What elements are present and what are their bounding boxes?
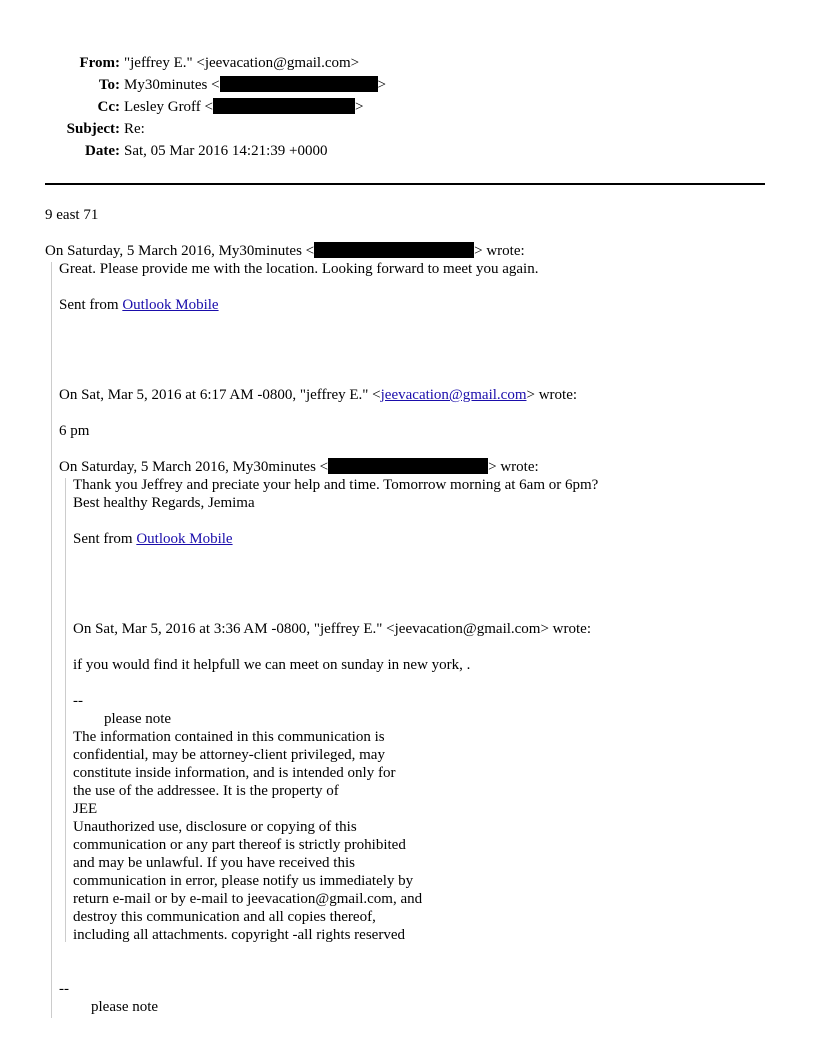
signature-line: return e-mail or by e-mail to jeevacation@gmail.com, and (73, 891, 423, 907)
redaction-bar (220, 76, 378, 92)
quote-attribution (45, 242, 525, 260)
signature-dashes: -- (73, 693, 83, 709)
from-label: From: (79, 55, 120, 71)
quote-attribution (59, 386, 577, 404)
email-header (0, 54, 386, 164)
to-row (0, 76, 386, 98)
quote-attribution-pre: On Saturday, 5 March 2016, My30minutes < (59, 459, 329, 475)
signature-note: please note (91, 999, 159, 1015)
quote-attribution-pre: On Saturday, 5 March 2016, My30minutes < (45, 243, 315, 259)
quoted-text: Thank you Jeffrey and preciate your help and time. Tomorrow morning at 6am or 6pm? (73, 477, 599, 493)
subject-label: Subject: (66, 121, 120, 137)
to-close: > (377, 77, 387, 93)
cc-close: > (355, 99, 364, 115)
signature-line: Unauthorized use, disclosure or copying of this (73, 819, 357, 835)
quoted-text: Best healthy Regards, Jemima (73, 495, 255, 511)
subject-value: Re: (124, 121, 145, 137)
date-label: Date: (85, 143, 120, 159)
quote-bar-level-1 (51, 262, 52, 1018)
quote-attribution-pre: On Sat, Mar 5, 2016 at 6:17 AM -0800, "jeffrey E." < (59, 387, 381, 403)
from-value: "jeffrey E." <jeevacation@gmail.com> (124, 55, 360, 71)
quote-attribution-post: > wrote: (526, 387, 578, 403)
sent-from-line (73, 530, 233, 548)
signature-line: the use of the addressee. It is the property of (73, 783, 339, 799)
to-name: My30minutes < (124, 77, 220, 93)
sent-from-prefix: Sent from (73, 531, 137, 547)
quote-bar-level-2 (65, 478, 66, 942)
signature-line: confidential, may be attorney-client privileged, may (73, 747, 385, 763)
reply-text: if you would find it helpfull we can meet on sunday in new york, . (73, 657, 471, 673)
outlook-mobile-link[interactable]: Outlook Mobile (136, 531, 233, 547)
date-value: Sat, 05 Mar 2016 14:21:39 +0000 (124, 143, 328, 159)
signature-line: communication or any part thereof is strictly prohibited (73, 837, 406, 853)
signature-disclaimer (73, 728, 422, 944)
quote-attribution-post: > wrote: (474, 243, 525, 259)
to-label: To: (98, 77, 120, 93)
sent-from-line (59, 296, 219, 314)
signature-line: and may be unlawful. If you have received this (73, 855, 355, 871)
quote-attribution: On Sat, Mar 5, 2016 at 3:36 AM -0800, "jeffrey E." <jeevacation@gmail.com> wrote: (73, 621, 592, 637)
outlook-mobile-link[interactable]: Outlook Mobile (122, 297, 219, 313)
date-row (0, 142, 386, 164)
signature-note: please note (104, 711, 172, 727)
from-row (0, 54, 386, 76)
quoted-text: Great. Please provide me with the location. Looking forward to meet you again. (59, 261, 539, 277)
cc-row (0, 98, 386, 120)
redaction-bar (314, 242, 474, 258)
reply-text: 6 pm (59, 423, 90, 439)
quote-attribution (59, 458, 539, 476)
signature-line: communication in error, please notify us immediately by (73, 873, 414, 889)
cc-label: Cc: (97, 99, 120, 115)
signature-line: including all attachments. copyright -all rights reserved (73, 927, 405, 943)
quote-attribution-post: > wrote: (488, 459, 539, 475)
redaction-bar (328, 458, 488, 474)
reply-text: 9 east 71 (45, 207, 99, 223)
sent-from-prefix: Sent from (59, 297, 123, 313)
signature-line: The information contained in this communication is (73, 729, 385, 745)
signature-line: destroy this communication and all copies thereof, (73, 909, 376, 925)
subject-row (0, 120, 386, 142)
header-divider (45, 183, 765, 185)
redaction-bar (213, 98, 355, 114)
email-link[interactable]: jeevacation@gmail.com (380, 387, 527, 403)
signature-line: JEE (73, 801, 98, 817)
signature-dashes: -- (59, 981, 69, 997)
signature-line: constitute inside information, and is intended only for (73, 765, 396, 781)
cc-name: Lesley Groff < (124, 99, 213, 115)
